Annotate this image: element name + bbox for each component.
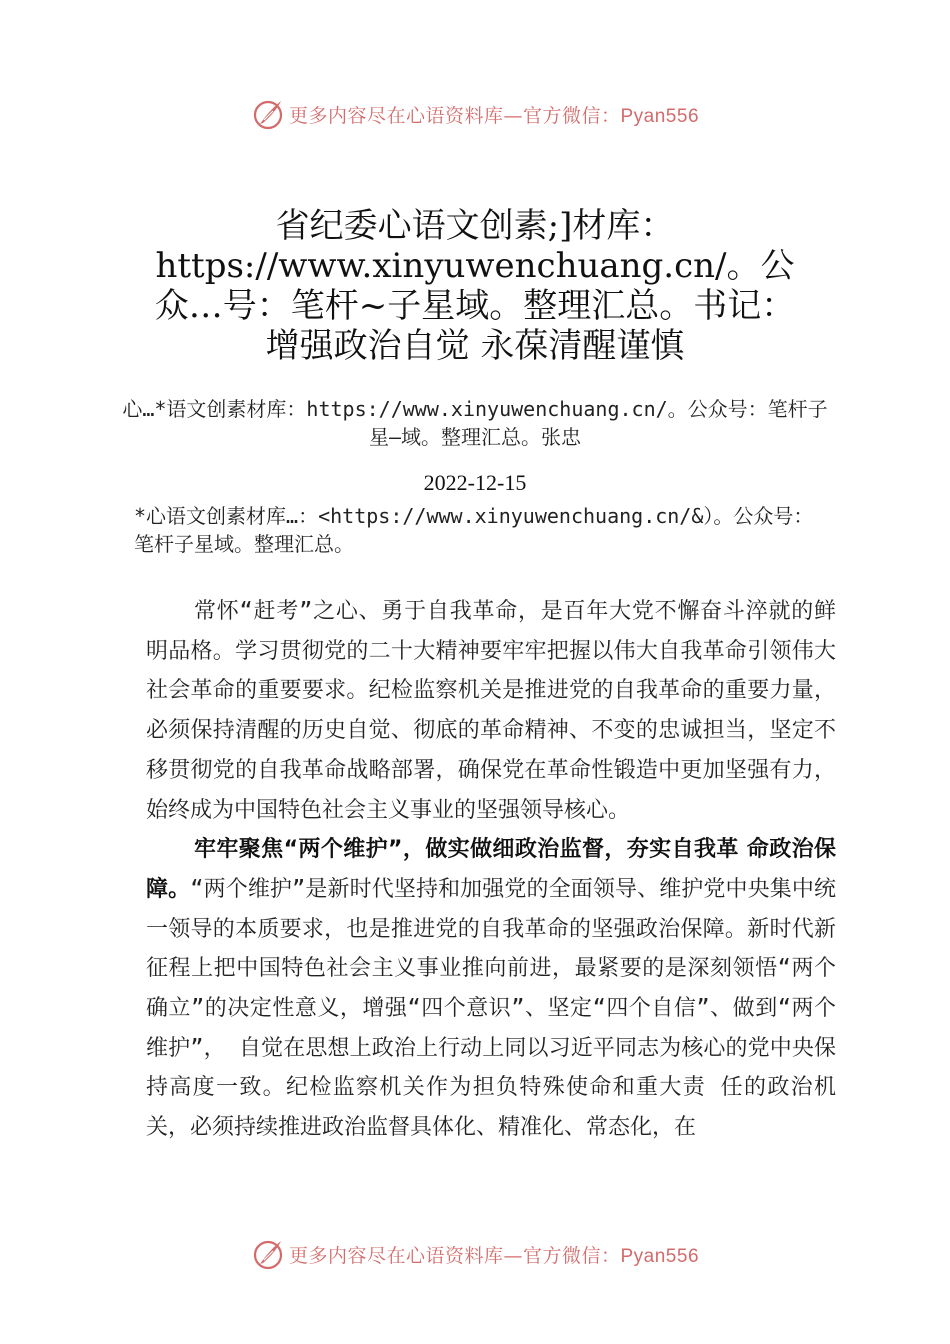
document-body <box>146 592 836 1148</box>
paragraph-2 <box>146 830 836 1148</box>
header-banner <box>0 94 950 134</box>
banner-text <box>289 1241 699 1268</box>
wechat-handle: Pyan556 <box>620 105 700 127</box>
footer-banner <box>0 1234 950 1274</box>
document-title: 省纪委心语文创素;]材库：https://www.xinyuwenchuang.cn/。公众…号：笔杆~子星域。整理汇总。书记：增强政治自觉 永葆清醒谨慎 <box>154 206 796 366</box>
document-subtitle: 心…*语文创素材库：https://www.xinyuwenchuang.cn/。公众号：笔杆子星—域。整理汇总。张忠 <box>122 397 828 449</box>
paragraph-text: “两个维护”是新时代坚持和加强党的全面领导、维护党中央集中统一领导的本质要求，也是推进党的自我革命的坚强政治保障。新时代新征程上把中国特色社会主义事业推向前进，最紧要的是深刻领悟“两个确立”的决定性意义，增强“四个意识”、坚定“四个自信”、做到“两个维护”， 自觉在思想上政治上行动上同以习近平同志为核心的党中央保持高度一致。纪检监察机关作为担负特殊使命和重大责 任的政治机关，必须持续推进政治监督具体化、精准化、常态化，在 <box>146 876 836 1141</box>
paragraph-lead: 牢牢聚焦“两个维护”，做实做细政治监督，夯实自我革 命政治保障。 <box>146 837 836 902</box>
banner-content <box>251 1237 699 1271</box>
paragraph-text: 常怀“赶考”之心、勇于自我革命，是百年大党不懈奋斗淬就的鲜明品格。学习贯彻党的二十大精神要牢牢把握以伟大自我革命引领伟大社会革命的重要要求。纪检监察机关是推进党的自我革命的重要力量，必须保持清醒的历史自觉、彻底的革命精神、不变的忠诚担当，坚定不移贯彻党的自我革命战略部署，确保党在革命性锻造中更加坚强有力，始终成为中国特色社会主义事业的坚强领导核心。 <box>146 599 836 823</box>
source-line: *心语文创素材库…：<https://www.xinyuwenchuang.cn/&）。公众号：笔杆子星域。整理汇总。 <box>134 504 814 556</box>
quill-logo-icon <box>251 1237 285 1271</box>
paragraph-1 <box>146 592 836 830</box>
document-date: 2022-12-15 <box>423 470 527 495</box>
wechat-handle: Pyan556 <box>620 1245 700 1267</box>
quill-logo-icon <box>251 97 285 131</box>
banner-content <box>251 97 699 131</box>
banner-label: 更多内容尽在心语资料库—官方微信： <box>288 104 621 127</box>
banner-text <box>289 101 699 128</box>
banner-label: 更多内容尽在心语资料库—官方微信： <box>288 1244 621 1267</box>
